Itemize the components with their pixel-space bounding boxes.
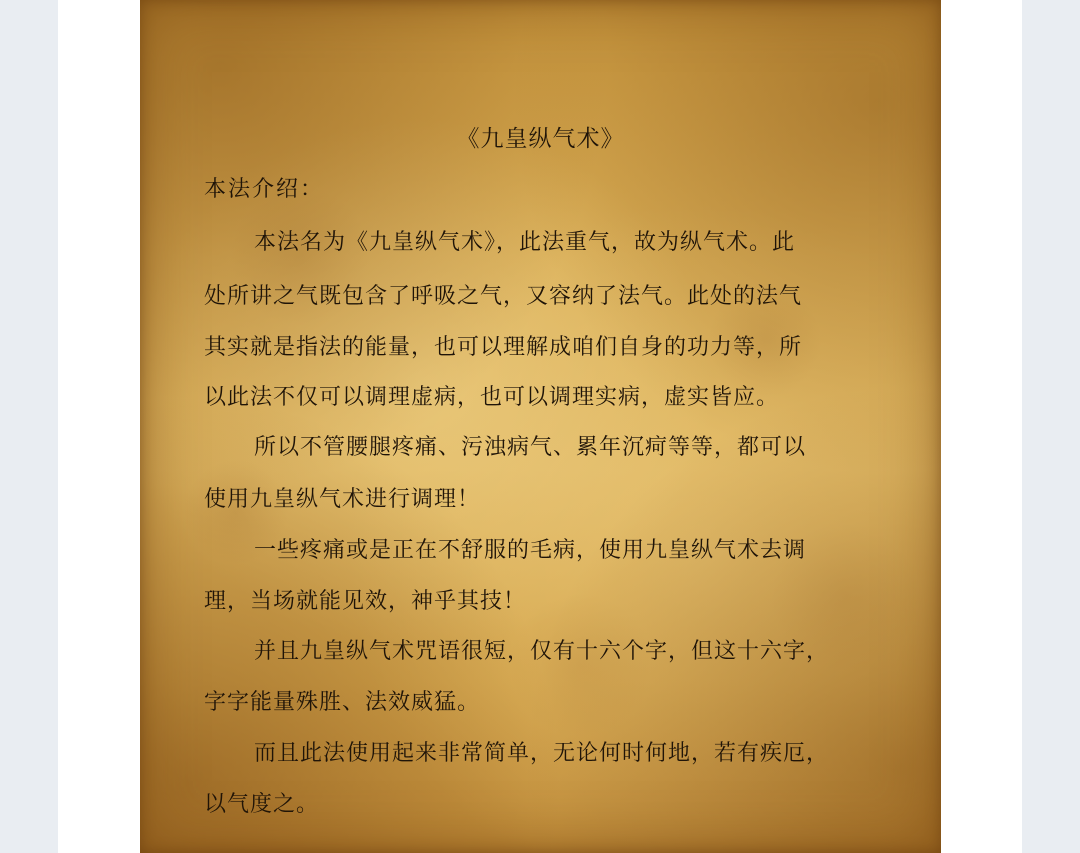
paragraph-line: 字字能量殊胜、法效威猛。 <box>204 690 481 715</box>
paragraph-line: 而且此法使用起来非常简单，无论何时何地，若有疾厄， <box>254 741 830 766</box>
paragraph-line: 理，当场就能见效，神乎其技！ <box>204 589 527 614</box>
parchment-page <box>140 0 941 853</box>
paragraph-line: 以气度之。 <box>204 792 320 817</box>
paragraph-line: 所以不管腰腿疼痛、污浊病气、累年沉疴等等，都可以 <box>254 435 807 460</box>
paragraph-line: 处所讲之气既包含了呼吸之气，又容纳了法气。此处的法气 <box>204 284 803 309</box>
paragraph-line: 一些疼痛或是正在不舒服的毛病，使用九皇纵气术去调 <box>254 538 807 563</box>
left-margin <box>0 0 58 853</box>
section-heading: 本法介绍： <box>204 177 325 202</box>
paragraph-line: 使用九皇纵气术进行调理！ <box>204 487 481 512</box>
paragraph-line: 并且九皇纵气术咒语很短，仅有十六个字，但这十六字， <box>254 639 830 664</box>
paragraph-line: 其实就是指法的能量，也可以理解成咱们自身的功力等，所 <box>204 335 803 360</box>
right-margin <box>1022 0 1080 853</box>
paragraph-line: 本法名为《九皇纵气术》，此法重气，故为纵气术。此 <box>254 230 796 255</box>
document-title: 《九皇纵气术》 <box>456 126 625 152</box>
paragraph-line: 以此法不仅可以调理虚病，也可以调理实病，虚实皆应。 <box>204 385 780 410</box>
